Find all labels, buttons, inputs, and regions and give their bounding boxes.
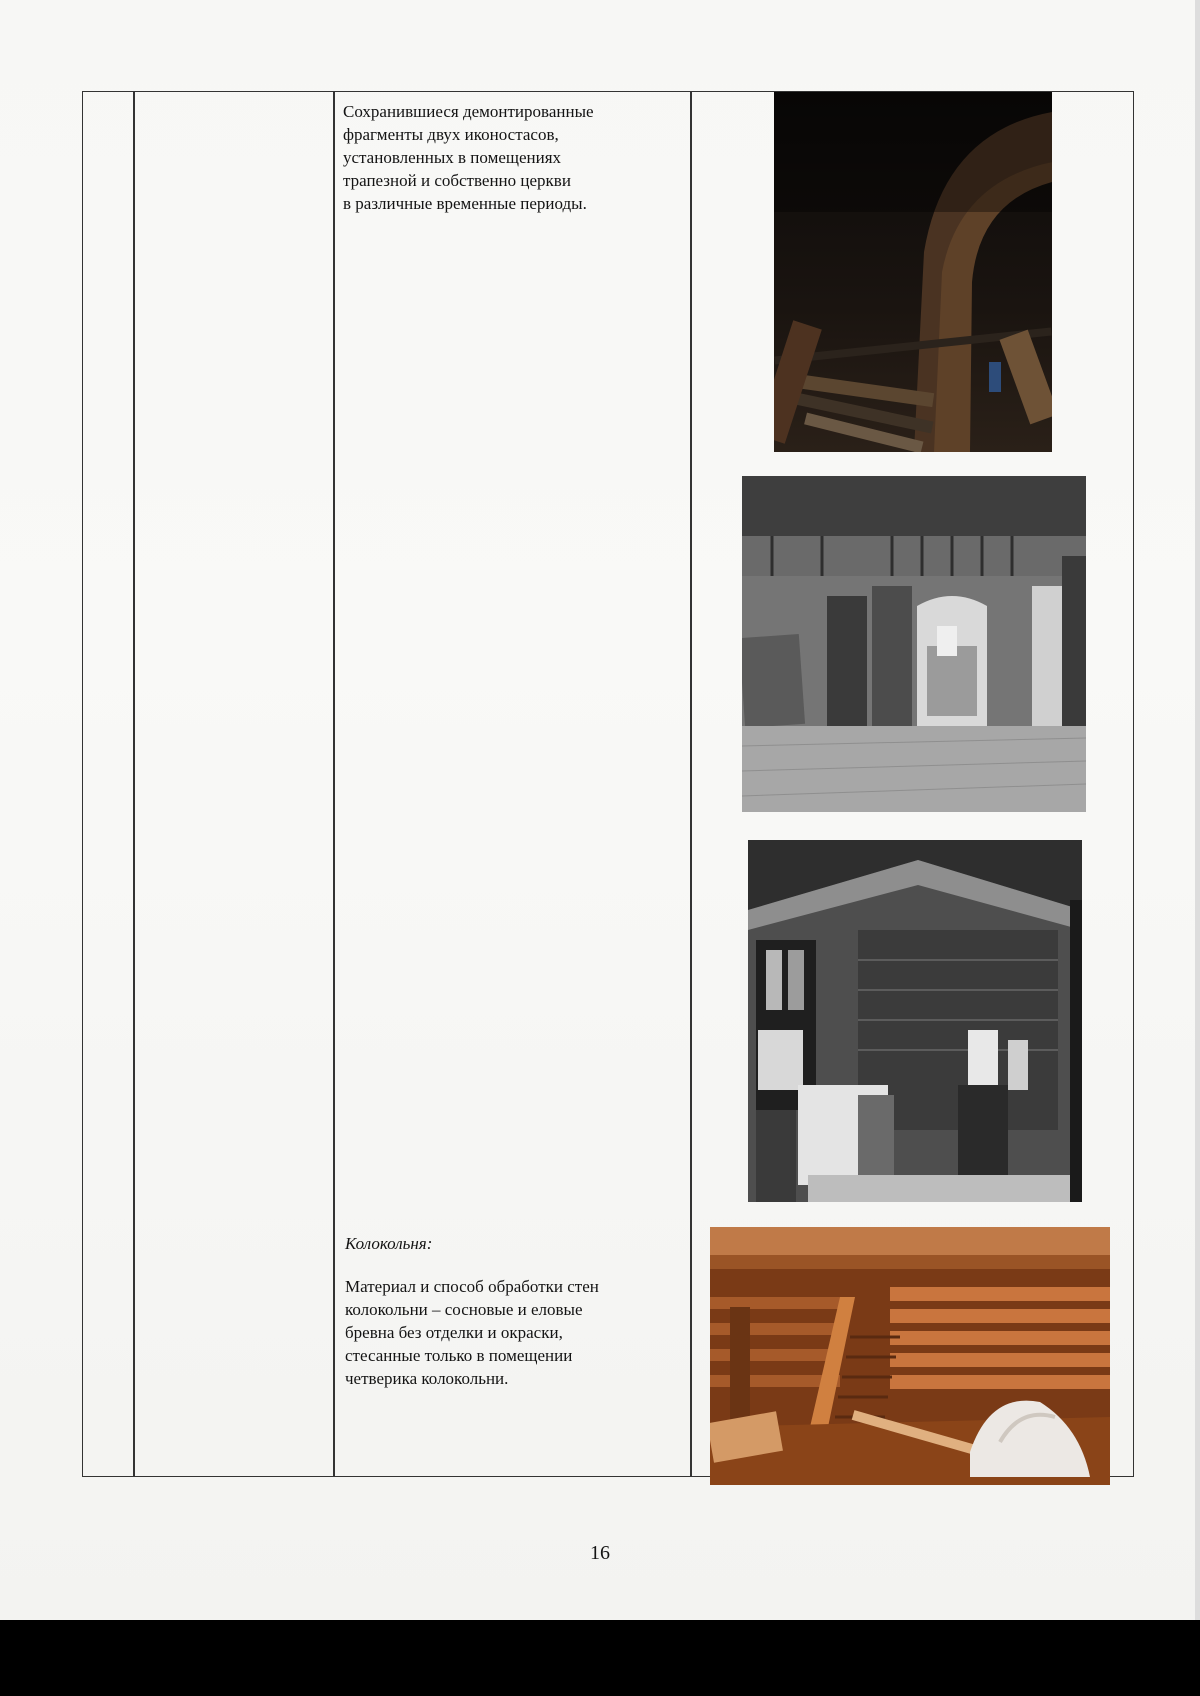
- church-interior-photo: [748, 840, 1082, 1202]
- refectory-interior-photo: [742, 476, 1086, 812]
- iconostasis-description: Сохранившиеся демонтированные фрагменты двух иконостасов, установленных в помещениях трапезной и собственно церкви в различные временные периоды.: [343, 102, 594, 213]
- table-column-divider: [333, 92, 335, 1476]
- table-column-divider: [133, 92, 135, 1476]
- belfry-heading: Колокольня:: [345, 1234, 433, 1253]
- page-number: 16: [590, 1542, 610, 1564]
- scan-edge: [1195, 0, 1200, 1620]
- belfry-description: Материал и способ обработки стен колокольни – сосновые и еловые бревна без отделки и окраски, стесанные только в помещении четверика колокольни.: [345, 1277, 599, 1388]
- scan-border: [0, 1620, 1200, 1696]
- table-column-divider: [690, 92, 692, 1476]
- belfry-interior-photo: [710, 1227, 1110, 1485]
- dismantled-iconostasis-fragments-photo: [774, 92, 1052, 452]
